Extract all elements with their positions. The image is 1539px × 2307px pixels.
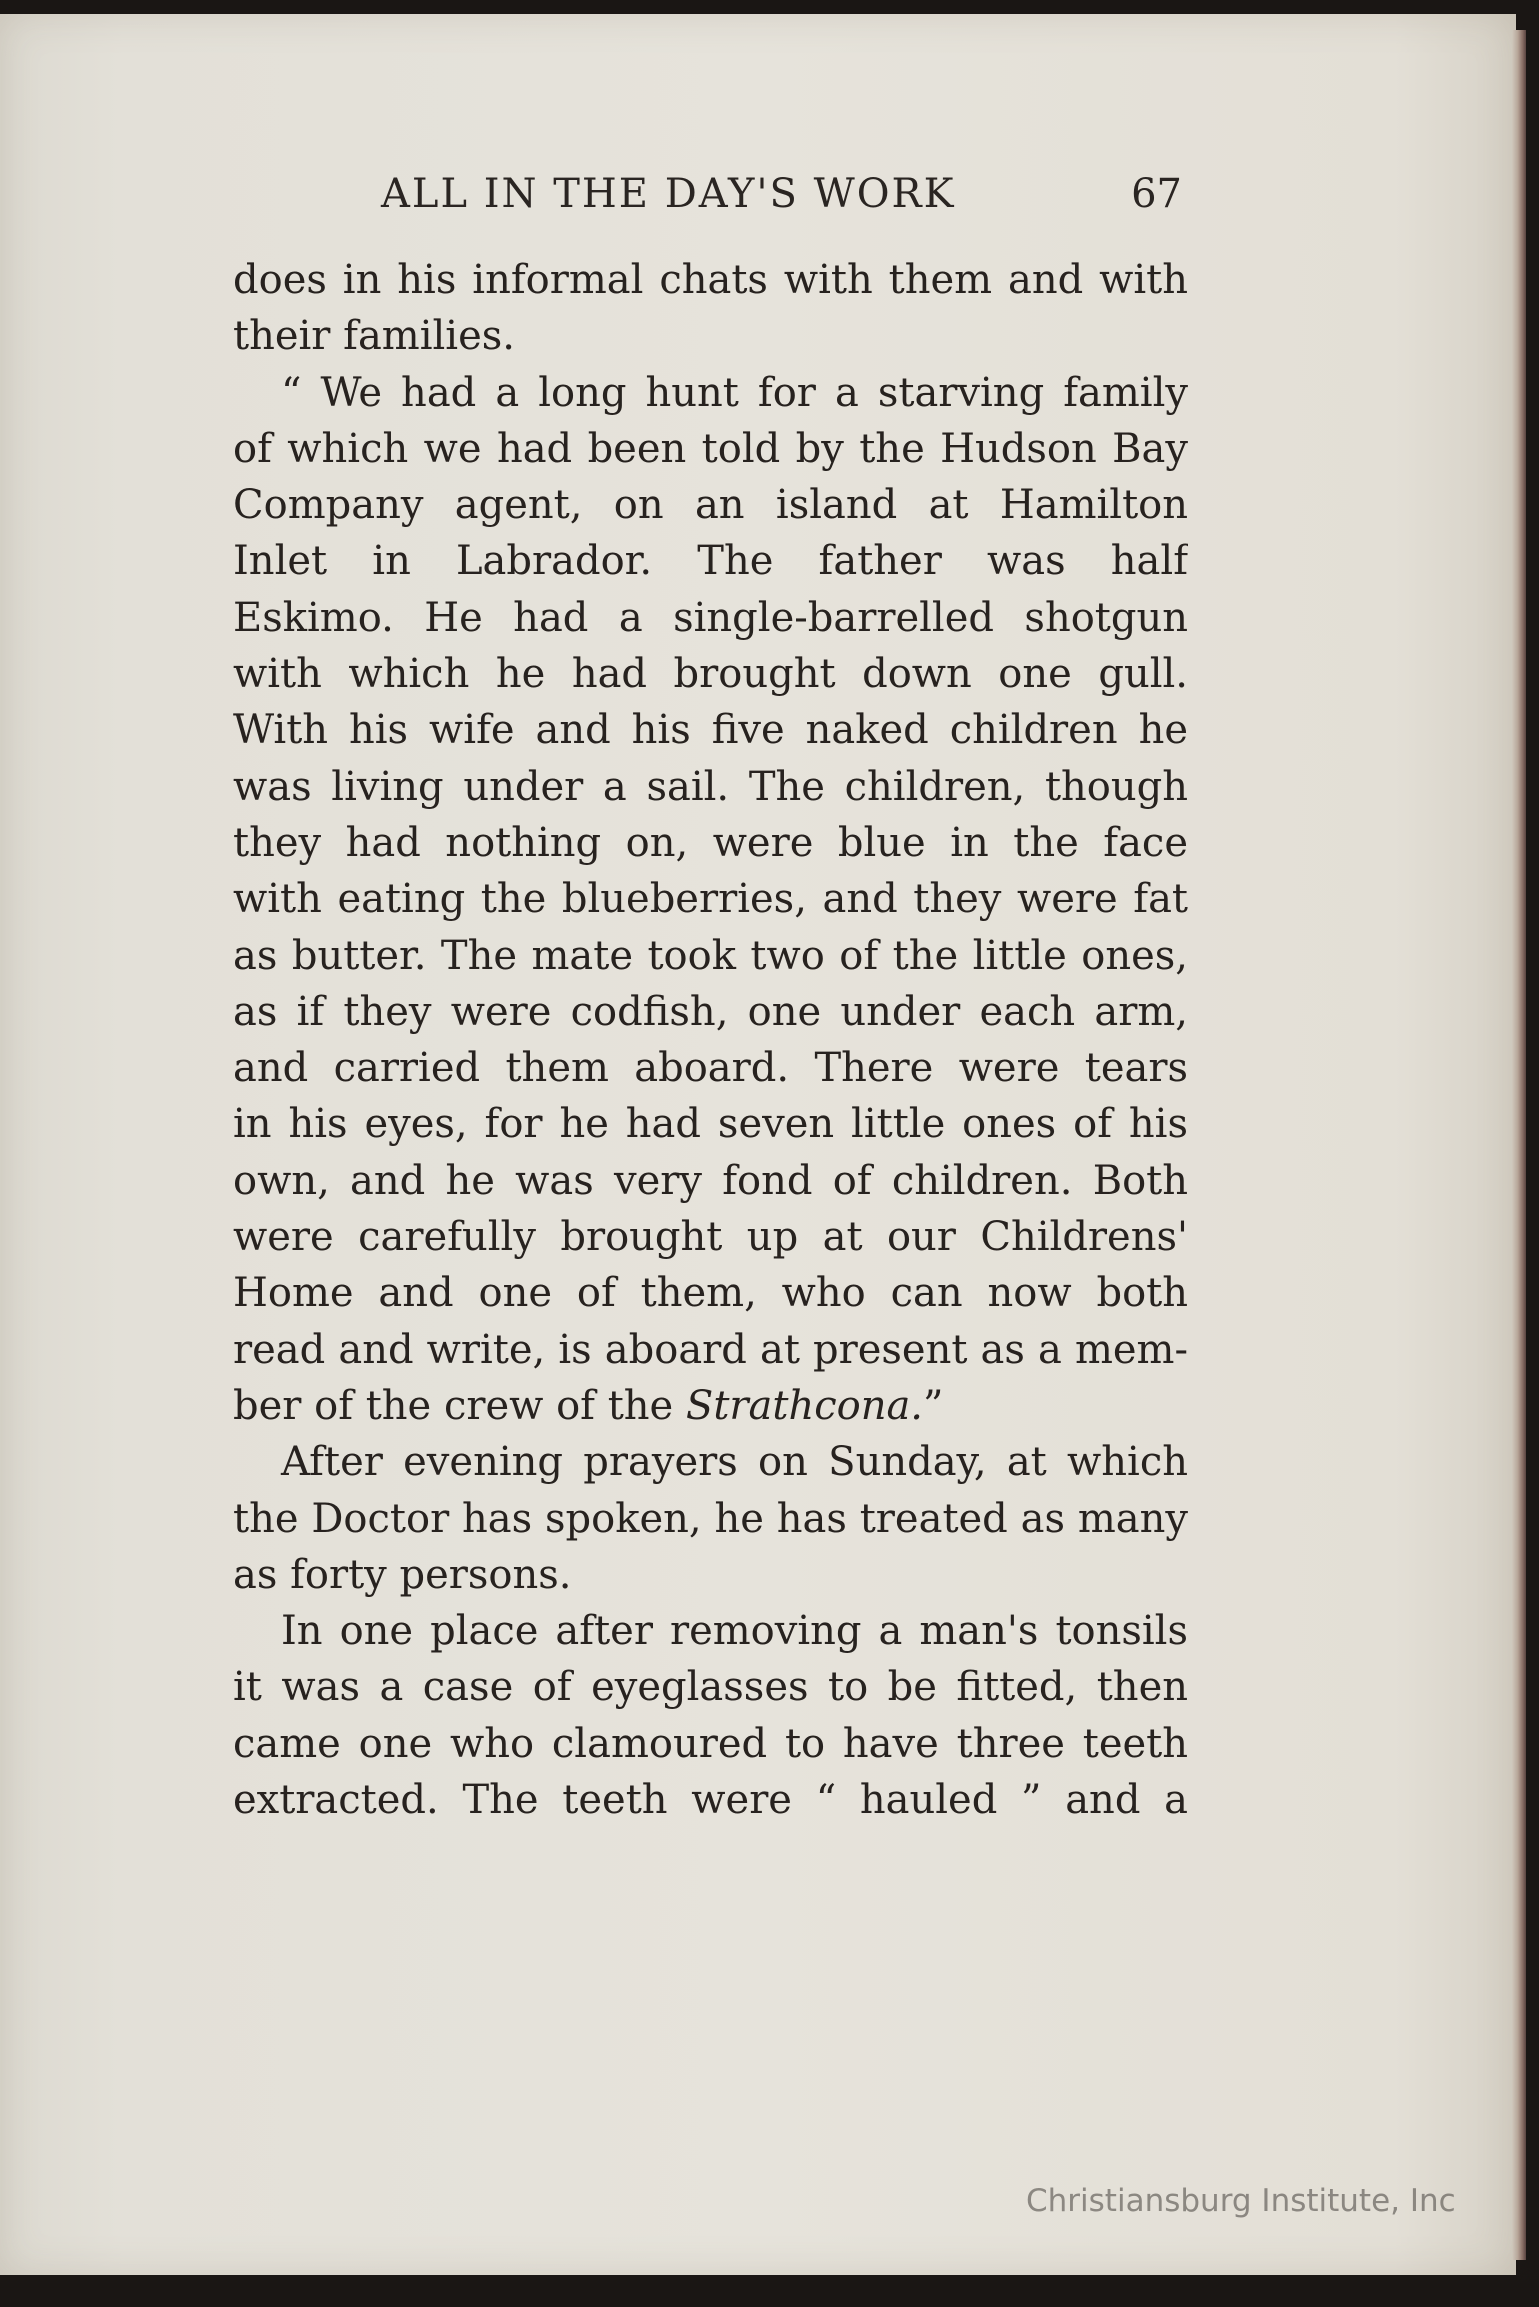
text-line: With his wife and his five naked children he	[233, 707, 1188, 754]
body-text	[233, 252, 1188, 1828]
ship-name: Strathcona.	[685, 1382, 924, 1429]
text-line: as butter. The mate took two of the little ones,	[233, 932, 1188, 979]
text-line-start: ber of the crew of the	[233, 1382, 674, 1429]
watermark: Christiansburg Institute, Inc	[1026, 2183, 1456, 2219]
text-line: as if they were codfish, one under each arm,	[233, 988, 1188, 1035]
text-line: with which he had brought down one gull.	[233, 651, 1188, 698]
text-line: it was a case of eyeglasses to be fitted, then	[233, 1664, 1188, 1711]
text-line: In one place after removing a man's tonsils	[281, 1608, 1188, 1655]
text-line: as forty persons.	[233, 1551, 572, 1598]
text-line: extracted. The teeth were “ hauled ” and a	[233, 1777, 1188, 1824]
text-line: in his eyes, for he had seven little ones of his	[233, 1101, 1188, 1148]
closing-quote: ”	[923, 1382, 944, 1429]
page-edge	[1512, 30, 1526, 2260]
text-line: read and write, is aboard at present as a mem-	[233, 1326, 1188, 1373]
text-line: own, and he was very fond of children. Both	[233, 1157, 1188, 1204]
text-line: came one who clamoured to have three teeth	[233, 1720, 1188, 1767]
text-line: the Doctor has spoken, he has treated as many	[233, 1495, 1188, 1542]
text-line: After evening prayers on Sunday, at which	[281, 1439, 1188, 1486]
page-number: 67	[1131, 171, 1182, 217]
text-line: Company agent, on an island at Hamilton	[233, 482, 1188, 529]
text-line-with-ship-name	[233, 1378, 1188, 1434]
running-head	[233, 169, 1188, 229]
text-line: “ We had a long hunt for a starving family	[281, 369, 1188, 416]
text-line: they had nothing on, were blue in the face	[233, 819, 1188, 866]
text-line: were carefully brought up at our Childrens'	[233, 1214, 1188, 1261]
text-line: their families.	[233, 313, 516, 360]
running-head-title: ALL IN THE DAY'S WORK	[381, 171, 956, 217]
book-page	[0, 14, 1516, 2275]
text-line: does in his informal chats with them and with	[233, 257, 1188, 303]
text-line: was living under a sail. The children, though	[233, 763, 1188, 810]
text-line: and carried them aboard. There were tears	[233, 1045, 1188, 1092]
text-line: Home and one of them, who can now both	[233, 1270, 1188, 1317]
text-line: Eskimo. He had a single-barrelled shotgun	[233, 594, 1188, 641]
text-line: of which we had been told by the Hudson Bay	[233, 425, 1188, 472]
text-line: with eating the blueberries, and they were fat	[233, 876, 1188, 923]
text-line: Inlet in Labrador. The father was half	[233, 538, 1188, 585]
